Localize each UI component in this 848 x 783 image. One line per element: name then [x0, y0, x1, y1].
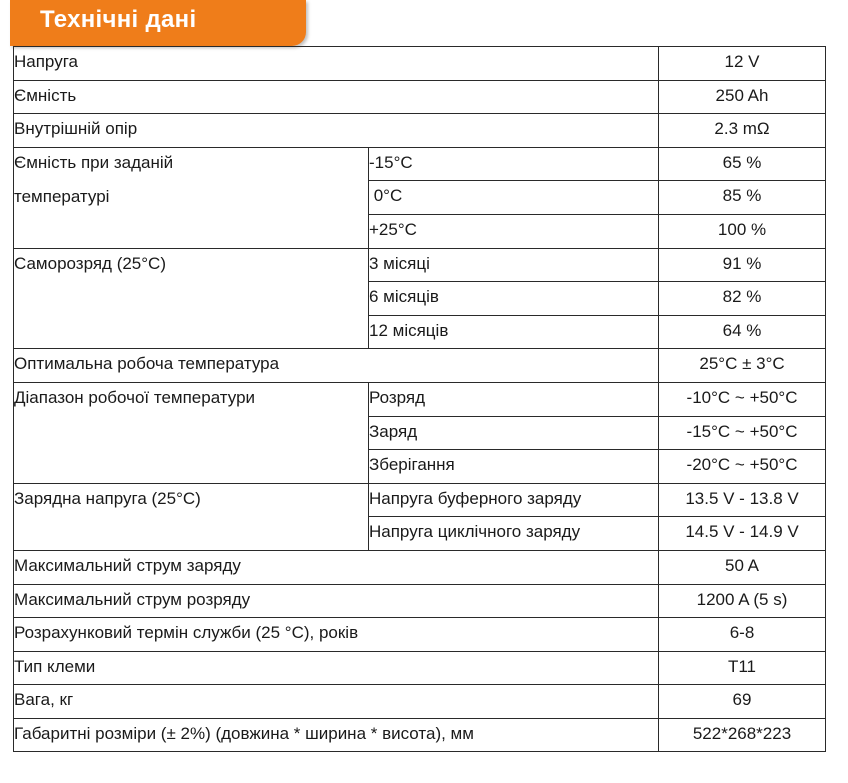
row-label: Максимальний струм заряду [14, 550, 659, 584]
row-label: Напруга [14, 47, 659, 81]
sub-label: Напруга циклічного заряду [369, 517, 659, 551]
row-value: -20°C ~ +50°C [659, 450, 826, 484]
sub-label: 12 місяців [369, 315, 659, 349]
row-value: -10°C ~ +50°C [659, 382, 826, 416]
row-label: Тип клеми [14, 651, 659, 685]
table-row [14, 382, 826, 416]
row-value: 65 % [659, 147, 826, 181]
row-label: Оптимальна робоча температура [14, 349, 659, 383]
row-label: Вага, кг [14, 685, 659, 719]
row-value: 522*268*223 [659, 718, 826, 752]
row-label: Ємність [14, 80, 659, 114]
group-label: Зарядна напруга (25°C) [14, 483, 369, 550]
row-value: 82 % [659, 282, 826, 316]
table-row [14, 618, 826, 652]
row-label: Габаритні розміри (± 2%) (довжина * ширина * висота), мм [14, 718, 659, 752]
table-row [14, 80, 826, 114]
row-label: Розрахунковий термін служби (25 °С), років [14, 618, 659, 652]
group-label: Саморозряд (25°C) [14, 248, 369, 349]
table-row [14, 718, 826, 752]
row-value: 1200 A (5 s) [659, 584, 826, 618]
row-value: 250 Ah [659, 80, 826, 114]
table-row [14, 584, 826, 618]
row-value: T11 [659, 651, 826, 685]
table-row [14, 47, 826, 81]
sub-label: 6 місяців [369, 282, 659, 316]
section-title-tab [10, 0, 306, 46]
row-value: 100 % [659, 214, 826, 248]
row-value: 69 [659, 685, 826, 719]
row-value: 13.5 V - 13.8 V [659, 483, 826, 517]
row-value: 64 % [659, 315, 826, 349]
table-row [14, 349, 826, 383]
sub-label: -15°C [369, 147, 659, 181]
table-row [14, 685, 826, 719]
table-row [14, 651, 826, 685]
group-label: Ємність при заданій температурі [14, 147, 369, 248]
sub-label: 3 місяці [369, 248, 659, 282]
sub-label: Напруга буферного заряду [369, 483, 659, 517]
spec-table [13, 46, 826, 752]
sub-label: 0°C [369, 181, 659, 215]
row-value: 25°C ± 3°C [659, 349, 826, 383]
row-value: -15°C ~ +50°C [659, 416, 826, 450]
table-row [14, 114, 826, 148]
sub-label: Зберігання [369, 450, 659, 484]
table-row [14, 248, 826, 282]
row-label: Внутрішній опір [14, 114, 659, 148]
table-row [14, 147, 826, 181]
sub-label: Розряд [369, 382, 659, 416]
row-value: 14.5 V - 14.9 V [659, 517, 826, 551]
row-value: 50 A [659, 550, 826, 584]
row-value: 85 % [659, 181, 826, 215]
row-label: Максимальний струм розряду [14, 584, 659, 618]
sub-label: +25°C [369, 214, 659, 248]
group-label: Діапазон робочої температури [14, 382, 369, 483]
section-title: Технічні дані [40, 6, 197, 33]
row-value: 2.3 mΩ [659, 114, 826, 148]
table-row [14, 550, 826, 584]
row-value: 6-8 [659, 618, 826, 652]
row-value: 12 V [659, 47, 826, 81]
row-value: 91 % [659, 248, 826, 282]
table-row [14, 483, 826, 517]
sub-label: Заряд [369, 416, 659, 450]
